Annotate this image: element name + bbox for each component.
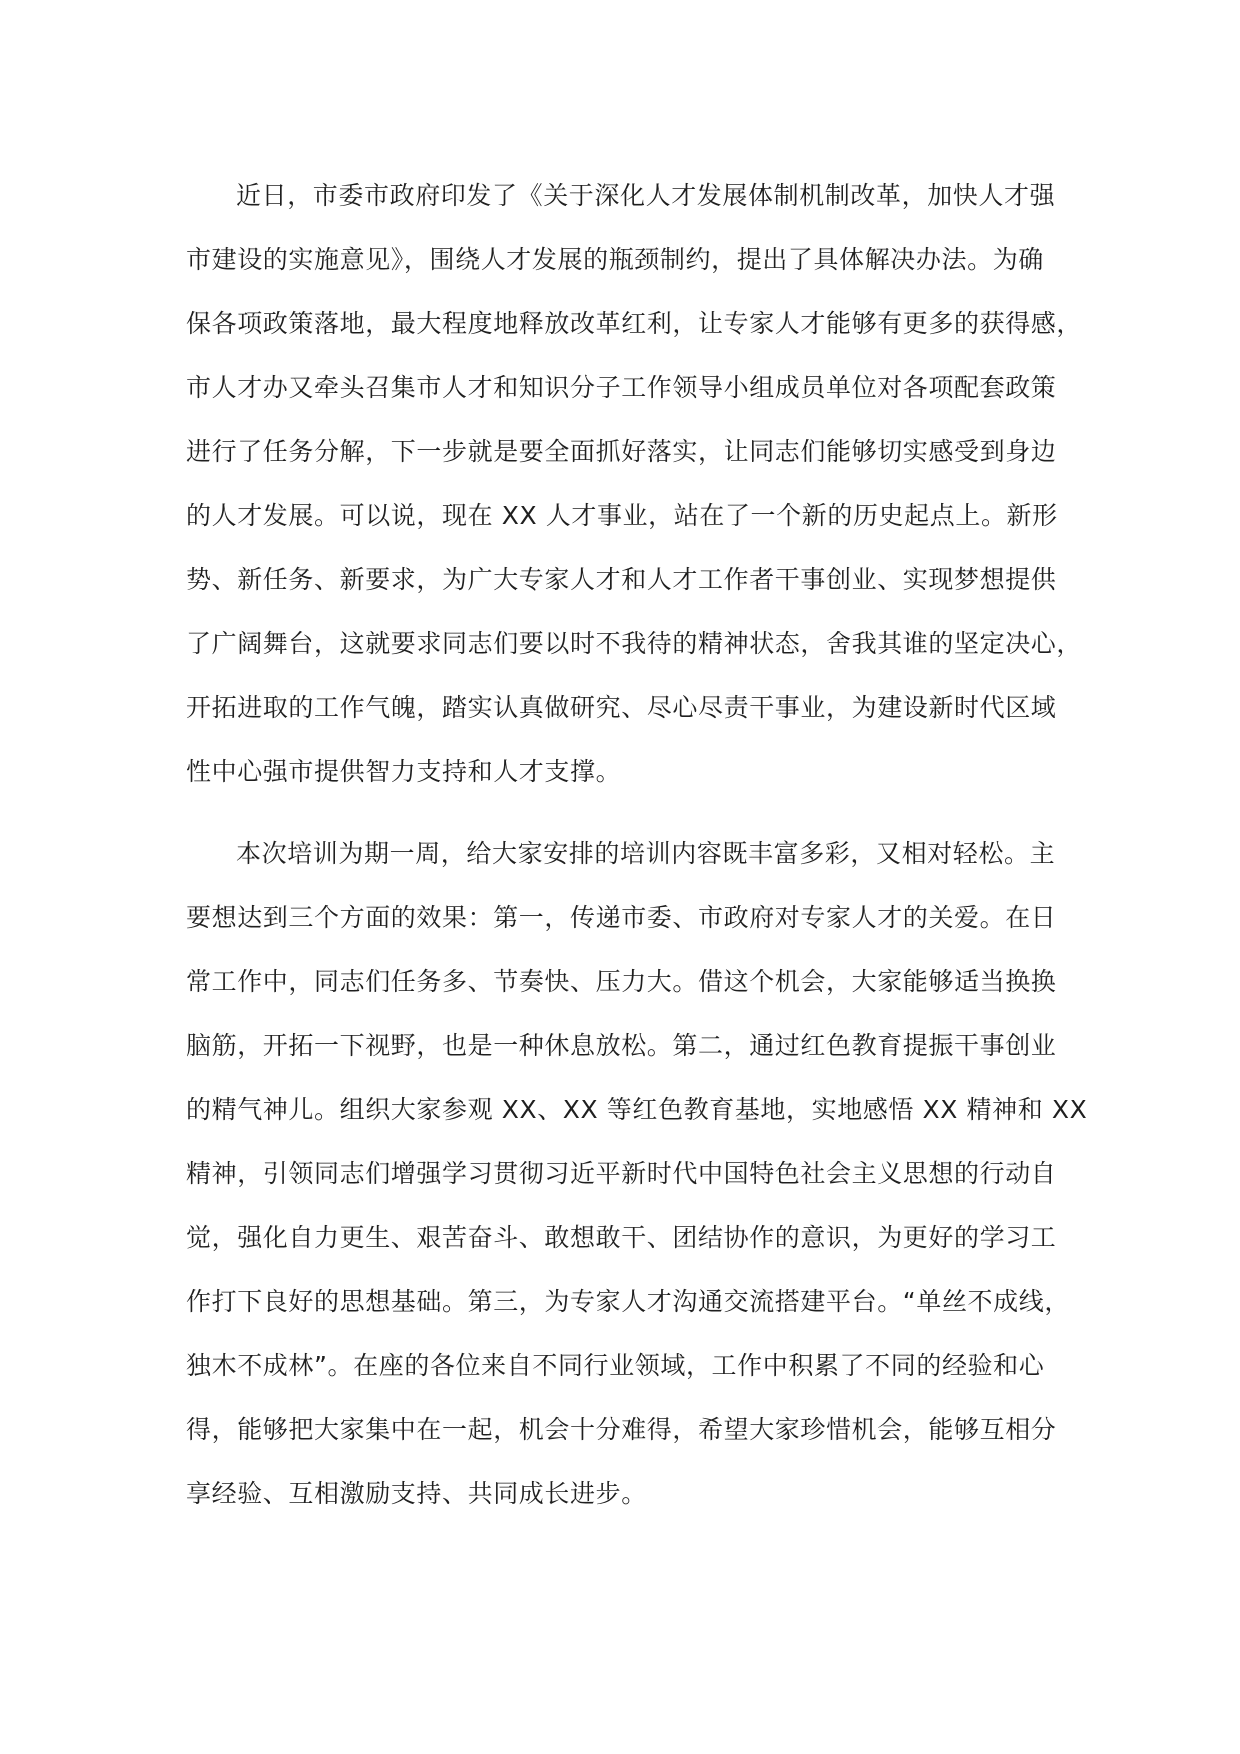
paragraph-line: 市建设的实施意见》，围绕人才发展的瓶颈制约，提出了具体解决办法。为确 (186, 245, 1044, 274)
paragraph-line: 作打下良好的思想基础。第三，为专家人才沟通交流搭建平台。“单丝不成线， (186, 1287, 1070, 1316)
paragraph-line: 保各项政策落地，最大程度地释放改革红利，让专家人才能够有更多的获得感， (186, 309, 1083, 338)
paragraph-line: 了广阔舞台，这就要求同志们要以时不我待的精神状态，舍我其谁的坚定决心， (186, 629, 1083, 658)
paragraph-training-goals (186, 822, 1088, 1526)
paragraph-line: 觉，强化自力更生、艰苦奋斗、敢想敢干、团结协作的意识，为更好的学习工 (186, 1223, 1057, 1252)
paragraph-line: 近日，市委市政府印发了《关于深化人才发展体制机制改革，加快人才强 (236, 181, 1056, 210)
paragraph-line: 常工作中，同志们任务多、节奏快、压力大。借这个机会，大家能够适当换换 (186, 967, 1057, 996)
paragraph-line: 市人才办又牵头召集市人才和知识分子工作领导小组成员单位对各项配套政策 (186, 373, 1057, 402)
document-body (186, 164, 1088, 1526)
paragraph-line: 要想达到三个方面的效果：第一，传递市委、市政府对专家人才的关爱。在日 (186, 903, 1057, 932)
paragraph-line: 脑筋，开拓一下视野，也是一种休息放松。第二，通过红色教育提振干事创业 (186, 1031, 1057, 1060)
paragraph-line: 得，能够把大家集中在一起，机会十分难得，希望大家珍惜机会，能够互相分 (186, 1415, 1057, 1444)
paragraph-line: 独木不成林”。在座的各位来自不同行业领域，工作中积累了不同的经验和心 (186, 1351, 1045, 1380)
paragraph-line: 开拓进取的工作气魄，踏实认真做研究、尽心尽责干事业，为建设新时代区域 (186, 693, 1057, 722)
paragraph-talent-policy (186, 164, 1083, 804)
paragraph-line: 的精气神儿。组织大家参观 XX、XX 等红色教育基地，实地感悟 XX 精神和 XX (186, 1095, 1088, 1124)
paragraph-line: 精神，引领同志们增强学习贯彻习近平新时代中国特色社会主义思想的行动自 (186, 1159, 1057, 1188)
paragraph-line: 势、新任务、新要求，为广大专家人才和人才工作者干事创业、实现梦想提供 (186, 565, 1057, 594)
paragraph-line: 进行了任务分解，下一步就是要全面抓好落实，让同志们能够切实感受到身边 (186, 437, 1057, 466)
paragraph-line: 性中心强市提供智力支持和人才支撑。 (186, 757, 622, 786)
paragraph-line: 本次培训为期一周，给大家安排的培训内容既丰富多彩，又相对轻松。主 (236, 839, 1056, 868)
paragraph-line: 享经验、互相激励支持、共同成长进步。 (186, 1479, 647, 1508)
paragraph-line: 的人才发展。可以说，现在 XX 人才事业，站在了一个新的历史起点上。新形 (186, 501, 1058, 530)
